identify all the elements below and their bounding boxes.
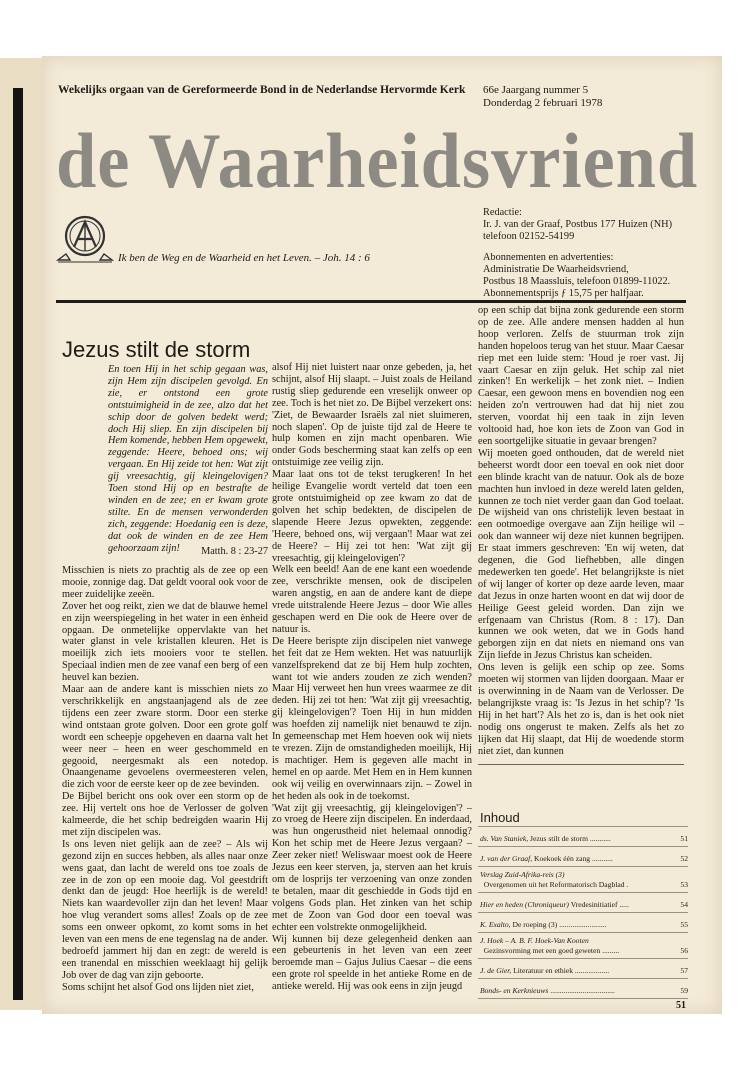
toc-title: Literatuur en ethiek xyxy=(513,965,574,975)
article-column-3: op een schip dat bijna zonk gedurende een storm op de zee. Alle andere mensen hadden al hun hoop verloren. Zelfs de stuurman trok zijn handen hopeloos terug van het stuur. Maar Caesar riep met een luide stem: 'Houd je roer vast. Jij vaart Caesar en zijn geluk. Het schip zal niet zinken'! En werkelijk – het zonk niet. – Indien Caesar, een gewoon mens en bovendien nog een heiden zo'n vertrouwen had dat hij niet zou sterven, voordat hij een taak in zijn leven voltooid had, hoe kon iets de Zoon van God in een soortgelijke situatie in gevaar brengen? Wij moeten goed onthouden, dat de wereld niet beheerst wordt door een toeval en ook niet door een blinde kracht van de natuur. Ook als de boze machten hun invloed in deze wereld laten gelden, kunnen ze toch niet verder gaan dan God toelaat. De wijsheid van ons christelijk leven bestaat in een ootmoedige overgave aan Zijn heilige wil – ook dan wanneer wij deze niet kunnen begrijpen. Er staat immers geschreven: 'En wij weten, dat degenen, die God liefhebben, alle dingen medewerken ten goede'. Het belangrijkste is niet of wij langer of korter op deze aarde leven, maar dat Jezus in onze harten woont en dat wij door de Heilige Geest geleid worden. Dan zijn we erfgenaam van Christus (Rom. 8 : 17). Dan kunnen we ook weten, dat we in Gods hand geborgen zijn en dat niets en niemand ons van Zijn liefde in Jezus Christus kan scheiden. Ons leven is gelijk een schip op zee. Soms moeten wij stormen van lijden doorgaan. Maar er is overwinning in de Naam van de Verlosser. De belangrijkste vraag is: 'Is Jezus in het schip'? 'Is Hij in het hart'? Als het zo is, dan is het ook niet nodig ons ongerust te maken. Zelfs als het zo lijken dat Hij slaapt, dat Hij de woedende storm niet ziet, dan kunnen xyxy=(478,305,684,757)
toc-author: K. Exalto, xyxy=(480,919,511,929)
left-black-bar xyxy=(13,88,23,1000)
toc-page: 51 xyxy=(680,834,688,843)
page-number: 51 xyxy=(676,1000,686,1011)
toc-title: Overgenomen uit het Reformatorisch Dagblad xyxy=(483,879,625,889)
toc-item[interactable]: Verslag Zuid-Afrika-reis (3) Overgenomen uit het Reformatorisch Dagblad . 53 xyxy=(478,866,688,892)
toc-page: 57 xyxy=(680,966,688,975)
toc-author: J. Hoek – A. B. F. Hoek-Van Kooten xyxy=(480,936,589,945)
inhoud-title: Inhoud xyxy=(480,810,520,825)
toc-author: J. de Gier, xyxy=(480,965,512,975)
scripture-reference: Matth. 8 : 23-27 xyxy=(201,546,268,557)
left-margin-background xyxy=(0,58,48,1010)
toc-title: Koekoek één zang xyxy=(534,853,591,863)
issue-info xyxy=(483,84,602,110)
toc-item[interactable]: J. van der Graaf, Koekoek één zang ........... 52 xyxy=(478,846,688,866)
toc-author: Bonds- en Kerknieuws xyxy=(480,985,549,995)
issue-date: Donderdag 2 februari 1978 xyxy=(483,97,603,109)
abonnementen-block: Abonnementen en advertenties: Administratie De Waarheidsvriend, Postbus 18 Maassluis, telefoon 01899-11022. Abonnementsprijs ƒ 15,75 per halfjaar. xyxy=(483,252,671,299)
column-divider xyxy=(478,764,684,765)
article-title: Jezus stilt de storm xyxy=(62,337,251,362)
masthead-divider xyxy=(56,300,686,303)
toc-item[interactable]: K. Exalto, De roeping (3) ......................... 55 xyxy=(478,912,688,932)
toc-title: Jezus stilt de storm xyxy=(530,833,589,843)
toc-author: J. van der Graaf, xyxy=(480,853,533,863)
toc-title: Vredesinitiatief xyxy=(570,899,618,909)
article-intro-quote: En toen Hij in het schip gegaan was, zijn Hem zijn discipelen gevolgd. En zie, er ontstond een grote ontstuimigheid in de zee, alzo dat het schip door de golven bedekt werd; doch Hij sliep. En zijn discipelen bij Hem komende, hebben Hem opgewekt, zeggende: Heere, behoed ons; wij vergaan. En Hij zeide tot hen: Wat zijt gij vreesachtig, gij kleingelovigen? Toen stond Hij op en bestrafte de winden en de zee; en er kwam grote stilte. En de mensen verwonderden zich, zeggende: Hoedanig een is deze, dat ook de winden en de zee Hem gehoorzaam zijn! xyxy=(108,364,268,554)
toc-page: 59 xyxy=(680,986,688,995)
toc-author: Verslag Zuid-Afrika-reis (3) xyxy=(480,870,565,879)
toc-item[interactable]: ds. Van Staniek, Jezus stilt de storm ........... 51 xyxy=(478,826,688,846)
toc-item[interactable]: Bonds- en Kerknieuws .................................. 59 xyxy=(478,978,688,999)
bond-logo-icon xyxy=(56,213,114,267)
table-of-contents xyxy=(478,826,688,999)
toc-item[interactable]: Hier en heden (Chroniqueur) Vredesinitiatief ..... 54 xyxy=(478,892,688,912)
redactie-block: Redactie: Ir. J. van der Graaf, Postbus 177 Huizen (NH) telefoon 02152-54199 xyxy=(483,207,673,242)
toc-author: Hier en heden (Chroniqueur) xyxy=(480,899,569,909)
toc-page: 54 xyxy=(680,900,688,909)
toc-page: 52 xyxy=(680,854,688,863)
motto-text: Ik ben de Weg en de Waarheid en het Leven. – Joh. 14 : 6 xyxy=(118,252,370,264)
toc-title: De roeping (3) xyxy=(512,919,558,929)
toc-page: 55 xyxy=(680,920,688,929)
toc-author: ds. Van Staniek, xyxy=(480,833,529,843)
toc-page: 53 xyxy=(680,880,688,889)
masthead-title: de Waarheidsvriend xyxy=(56,117,699,204)
toc-page: 56 xyxy=(680,946,688,955)
article-column-2: alsof Hij niet luistert naar onze gebeden, ja, het schijnt, alsof Hij slaapt. – Juist zoals de Heiland rustig sliep gedurende een vreselijk onweer op zee. Toch is het niet zo. De Bijbel verzekert ons: 'Ziet, de Bewaarder Israëls zal niet sluimeren, noch slapen'. Op de juiste tijd zal de Heere te hulp komen en zijn macht openbaren. Wie onder Gods bescherming staat kan zelfs op een ontstuimige zee veilig zijn. Maar laat ons tot de tekst terugkeren! In het heilige Evangelie wordt verteld dat toen een grote ontstuimigheid op zee kwam zo dat de golven het schip bedekten, de discipelen de slapende Heere Jezus opwekten, zeggende: 'Heere, behoed ons, wij vergaan'! Maar wat zei de Heere? – Hij zei tot hen: 'Wat zijt gij vreesachtig, gij kleingelovigen'? Welk een beeld! Aan de ene kant een woedende zee, verschrikte mensen, ook de discipelen waren angstig, en aan de andere kant de diepe vrede uitstralende Heere Jezus – door Wie alles geschapen werd en Die ook de Heere over de natuur is. De Heere berispte zijn discipelen niet vanwege het feit dat ze Hem wekten. Het was natuurlijk vanzelfsprekend dat ze bij Hem hulp zochten, want tot wie anders zouden ze zich wenden? Maar Hij verweet hen hun vrees waarmee ze dit deden. Hij zei tot hen: 'Wat zijt gij vreesachtig, gij kleingelovigen'? Toen Hij in hun midden was hoefden zij namelijk niet benauwd te zijn. In gemeenschap met Hem hoeven ook wij niets te vrezen. Zijn de omstandigheden moeilijk, Hij is machtiger. Hem is gegeven alle macht in hemel en op aarde. Met Hem en in Hem kunnen ook wij veilig en overwinnaars zijn. – Zowel in het heden als ook in de toekomst. 'Wat zijt gij vreesachtig, gij kleingelovigen'? – zo vroeg de Heere zijn discipelen. En inderdaad, was hun ongerustheid niet helemaal onnodig? Kon het schip met de Heere Jezus vergaan? – Zeer zeker niet! Weliswaar moest ook de Heere Jezus een keer sterven, ja, sterven aan het kruis om de losprijs ter verzoening van onze zonden te betalen, maar dit geschiedde in Gods tijd en volgens Gods plan. Het zinken van het schip met de Zoon van God door een toeval was echter een volstrekte onmogelijkheid. Wij kunnen bij deze gelegenheid denken aan een gebeurtenis in het leven van een zeer beroemde man – Gajus Julius Caesar – die eens een grote rol speelde in het antieke Rome en de antieke wereld. Hij was ook eens in zijn jeugd xyxy=(272,362,472,993)
toc-item[interactable]: J. de Gier, Literatuur en ethiek .................. 57 xyxy=(478,958,688,978)
article-column-1: Misschien is niets zo prachtig als de zee op een mooie, zonnige dag. Dat geldt vooral ook voor de meer zuidelijke zeeën. Zover het oog reikt, zien we dat de blauwe hemel en zijn weerspiegeling in het water in een ènheid opgaan. De onmetelijke oppervlakte van het water glanst in vele kristallen kleuren. Het is moeilijk zich iets mooiers voor te stellen. Speciaal indien men de zee vanaf een berg of een heuvel kan bezien. Maar aan de andere kant is misschien niets zo verschrikkelijk en angstaanjagend als de zee tijdens een zeer zware storm. Door een sterke wind ontstaan grote golven. Door een grote golf wordt een scheepje opgeheven en daarna valt het weer neer – heen en weer geschommeld en gegooid, neergesmakt als een notedop. Onaangename gevoelens overmeesteren velen, die zich voor de eerste keer op de zee bevinden. De Bijbel bericht ons ook over een storm op de zee. Hij vertelt ons hoe de Verlosser de golven kalmeerde, die het schip bedreigden waarin Hij met zijn discipelen was. Is ons leven niet gelijk aan de zee? – Als wij gezond zijn en succes hebben, als alles naar onze wens gaat, dan lacht de wereld ons toe zoals de zee in de zon op een mooie dag. Vol geestdrift denkt dan de jeugd: Hoe heerlijk is de wereld! Niets kan waardevoller zijn dan het leven! Maar hoe vlug verandert soms alles! Zoals op de zee soms een onweer opkomt, zo komt soms in het leven van een mens de ene tegenslag na de ander. bedroefd jammert hij dan en zegt: de wereld is een tranendal en misschien weeklaagt hij gelijk Job over de dag van zijn geboorte. Soms schijnt het alsof God ons lijden niet ziet, xyxy=(62,565,268,993)
toc-item[interactable]: J. Hoek – A. B. F. Hoek-Van Kooten Gezinsvorming met een goed geweten ......... 56 xyxy=(478,932,688,958)
jaargang-text: 66e Jaargang nummer 5 xyxy=(483,84,589,96)
organ-line: Wekelijks orgaan van de Gereformeerde Bond in de Nederlandse Hervormde Kerk xyxy=(58,84,466,96)
toc-title: Gezinsvorming met een goed geweten xyxy=(483,945,601,955)
